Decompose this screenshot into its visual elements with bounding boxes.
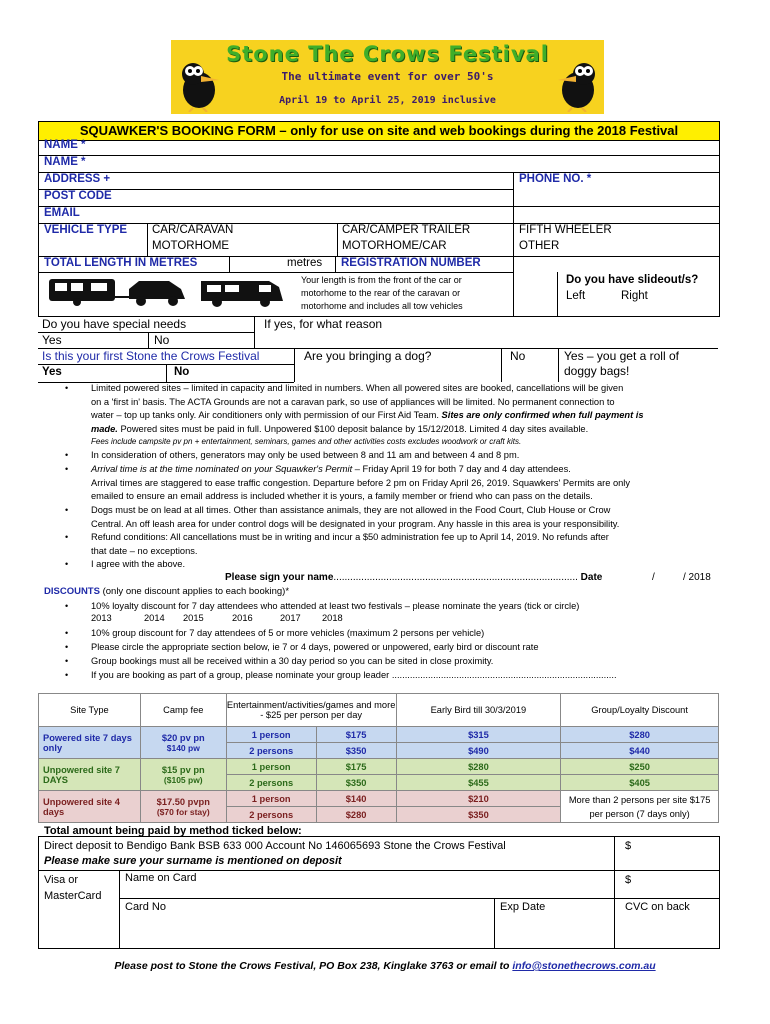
terms-powered-sites: Limited powered sites – limited in capacity and limited in numbers. When all powered sites are booked, cancellations will be given on a 'first in' basis. The ACTA Grounds are not a caravan park, so use of appliances will be limited. No permanent connection to water – top up tanks only. Air conditioners only with permission of our First Aid Team. Sites are only confirmed when full payment is made. Powered sites must be paid in full. Unpowered $100 deposit balance by 15/12/2018. Limited 4 day sites available. Fees include campsite pv pn + entertainment, seminars, games and other activities costs excludes woodwork or craft kits. xyxy=(91,382,721,448)
banner-title: Stone The Crows Festival xyxy=(226,42,549,66)
rate-cell[interactable]: 1 person xyxy=(226,759,316,775)
terms-arrival: Arrival time is at the time nominated on your Squawker's Permit – Friday April 19 for both 7 day and 4 day attendees. Arrival times are staggered to ease traffic congestion. Departure before 2 pm on Friday April 26, 2019. Squawkers' Permits are only emailed to ensure an email address is included whether it is yours, a family member or friend who can pass on the details. xyxy=(91,464,631,502)
site-unpowered-7[interactable]: Unpowered site 7 DAYS xyxy=(39,759,141,791)
rate-cell[interactable]: $280 xyxy=(316,807,396,823)
registration-label: REGISTRATION NUMBER xyxy=(341,257,481,269)
fees-note: Fees include campsite pv pn + entertainment, seminars, games and other activities costs excludes woodwork or craft kits. xyxy=(91,437,522,447)
rate-cell[interactable]: $440 xyxy=(561,743,719,759)
discount-loyalty: 10% loyalty discount for 7 day attendees who attended at least two festivals – please nominate the years (tick or circle) xyxy=(91,601,580,611)
visa-mastercard-option[interactable]: Visa or MasterCard xyxy=(44,874,102,902)
first-festival-no[interactable]: No xyxy=(174,366,190,378)
motorhome-icon xyxy=(199,277,299,307)
terms-generators: In consideration of others, generators may only be used between 8 and 11 am and between 4 and 8 pm. xyxy=(91,450,520,460)
vehicle-option-motorhome[interactable]: MOTORHOME xyxy=(152,240,230,252)
address-label: ADDRESS + xyxy=(44,173,111,185)
rate-cell[interactable]: $140 xyxy=(316,791,396,807)
camp-fee-unpowered-7: $15 pv pn ($105 pw) xyxy=(140,759,226,791)
cvc-field[interactable]: CVC on back xyxy=(625,901,690,913)
first-festival-question: Is this your first Stone the Crows Festival xyxy=(42,349,260,363)
group-note: More than 2 persons per site $175 per person (7 days only) xyxy=(561,791,719,823)
slideout-right-option[interactable]: Right xyxy=(621,290,648,302)
name2-label: NAME * xyxy=(44,156,86,168)
vehicle-type-label: VEHICLE TYPE xyxy=(44,224,128,236)
dog-yes-option[interactable]: Yes – you get a roll of doggy bags! xyxy=(564,349,679,378)
signature-line[interactable]: Please sign your name........................................................................................ Date xyxy=(225,572,603,583)
camp-fee-unpowered-4: $17.50 pvpn ($70 for stay) xyxy=(140,791,226,823)
vehicle-option-car-caravan[interactable]: CAR/CARAVAN xyxy=(152,224,234,236)
camp-fee-powered: $20 pv pn $140 pw xyxy=(140,727,226,759)
vehicle-option-car-camper[interactable]: CAR/CAMPER TRAILER xyxy=(342,224,471,236)
footer-text: Please post to Stone the Crows Festival, PO Box 238, Kinglake 3763 or email to info@stonethecrows.com.au xyxy=(114,960,656,972)
card-amount[interactable]: $ xyxy=(625,874,632,886)
deposit-amount[interactable]: $ xyxy=(625,840,632,852)
header-entertainment: Entertainment/activities/games and more - $25 per person per day xyxy=(226,694,396,727)
terms-dogs: Dogs must be on lead at all times. Other than assistance animals, they are not allowed in the Food Court, Club House or Crow Central. An off leash area for under control dogs will be designated in your program. Any hassle in this area is your responsibility. xyxy=(91,505,620,529)
loyalty-years[interactable]: 2013 2014 2015 2016 2017 2018 xyxy=(91,613,343,623)
header-group-loyalty: Group/Loyalty Discount xyxy=(561,694,719,727)
expiry-date-field[interactable]: Exp Date xyxy=(500,901,546,913)
metres-label: metres xyxy=(287,257,323,269)
email-label: EMAIL xyxy=(44,207,80,219)
dog-no-option[interactable]: No xyxy=(510,349,526,363)
payment-heading: Total amount being paid by method ticked below: xyxy=(44,825,302,837)
special-needs-no[interactable]: No xyxy=(154,333,170,347)
rate-cell[interactable]: $315 xyxy=(396,727,561,743)
slideout-question: Do you have slideout/s? xyxy=(566,274,699,286)
header-site-type: Site Type xyxy=(39,694,141,727)
form-title: SQUAWKER'S BOOKING FORM – only for use on site and web bookings during the 2018 Festival xyxy=(38,121,720,141)
date-label: Date xyxy=(580,572,603,583)
questions-section xyxy=(38,316,718,382)
banner-dates: April 19 to April 25, 2019 inclusive xyxy=(279,95,496,106)
rate-cell[interactable]: $455 xyxy=(396,775,561,791)
bullet: • xyxy=(65,383,69,393)
card-number-field[interactable]: Card No xyxy=(125,901,166,913)
rate-cell[interactable]: 1 person xyxy=(226,791,316,807)
first-festival-yes[interactable]: Yes xyxy=(42,366,62,378)
terms-agree: I agree with the above. xyxy=(91,559,186,569)
discount-group-period: Group bookings must all be received within a 30 day period so you can be sited in close proximity. xyxy=(91,656,494,666)
name-on-card-field[interactable]: Name on Card xyxy=(125,872,197,884)
vehicle-option-other[interactable]: OTHER xyxy=(519,240,560,252)
vehicle-option-motorhome-car[interactable]: MOTORHOME/CAR xyxy=(342,240,447,252)
rate-cell[interactable]: $350 xyxy=(316,775,396,791)
site-unpowered-4[interactable]: Unpowered site 4 days xyxy=(39,791,141,823)
booking-details-section xyxy=(38,139,720,317)
rates-table xyxy=(38,693,719,823)
rate-cell[interactable]: $280 xyxy=(561,727,719,743)
crow-right-icon xyxy=(554,58,602,112)
rate-cell[interactable]: $350 xyxy=(396,807,561,823)
special-needs-yes[interactable]: Yes xyxy=(42,333,62,347)
site-powered-7[interactable]: Powered site 7 days only xyxy=(39,727,141,759)
date-year: / 2018 xyxy=(683,572,711,583)
crow-left-icon xyxy=(175,58,223,112)
postcode-label: POST CODE xyxy=(44,190,112,202)
special-needs-reason: If yes, for what reason xyxy=(264,317,383,331)
date-slash: / xyxy=(652,572,655,583)
rate-cell[interactable]: $280 xyxy=(396,759,561,775)
rate-cell[interactable]: $490 xyxy=(396,743,561,759)
name1-label: NAME * xyxy=(44,139,86,151)
surname-note: Please make sure your surname is mentioned on deposit xyxy=(44,855,342,867)
footer-email-link[interactable]: info@stonethecrows.com.au xyxy=(512,960,656,972)
rate-cell[interactable]: $175 xyxy=(316,759,396,775)
discount-circle: Please circle the appropriate section below, ie 7 or 4 days, powered or unpowered, early bird or discount rate xyxy=(91,642,539,652)
rate-cell[interactable]: $175 xyxy=(316,727,396,743)
direct-deposit-option[interactable]: Direct deposit to Bendigo Bank BSB 633 000 Account No 146065693 Stone the Crows Festival xyxy=(44,840,506,852)
header-early-bird: Early Bird till 30/3/2019 xyxy=(396,694,561,727)
rate-cell[interactable]: 2 persons xyxy=(226,743,316,759)
rate-cell[interactable]: $210 xyxy=(396,791,561,807)
discounts-heading: DISCOUNTS (only one discount applies to each booking)* xyxy=(44,586,290,597)
festival-banner xyxy=(171,40,604,114)
rate-cell[interactable]: 2 persons xyxy=(226,775,316,791)
slideout-left-option[interactable]: Left xyxy=(566,290,586,302)
special-needs-question: Do you have special needs xyxy=(42,317,187,331)
discount-group: 10% group discount for 7 day attendees of 5 or more vehicles (maximum 2 persons per vehicle) xyxy=(91,628,485,638)
vehicle-option-fifth-wheeler[interactable]: FIFTH WHEELER xyxy=(519,224,612,236)
length-note: Your length is from the front of the car or motorhome to the rear of the caravan or motorhome and includes all tow vehicles xyxy=(301,275,463,311)
payment-section xyxy=(38,836,720,949)
total-length-label: TOTAL LENGTH IN METRES xyxy=(44,257,198,269)
terms-refund: Refund conditions: All cancellations must be in writing and incur a $50 administration fee up to April 14, 2019. No refunds after that date – no exceptions. xyxy=(91,532,609,556)
rate-cell[interactable]: 2 persons xyxy=(226,807,316,823)
rate-cell[interactable]: $350 xyxy=(316,743,396,759)
rate-cell[interactable]: 1 person xyxy=(226,727,316,743)
rate-cell[interactable]: $250 xyxy=(561,759,719,775)
discount-group-leader[interactable]: If you are booking as part of a group, please nominate your group leader ....................................................................................... xyxy=(91,670,617,680)
dog-question: Are you bringing a dog? xyxy=(304,349,432,363)
phone-label: PHONE NO. * xyxy=(519,173,592,185)
banner-subtitle: The ultimate event for over 50's xyxy=(281,70,494,83)
car-caravan-icon xyxy=(47,277,197,307)
header-camp-fee: Camp fee xyxy=(140,694,226,727)
rate-cell[interactable]: $405 xyxy=(561,775,719,791)
